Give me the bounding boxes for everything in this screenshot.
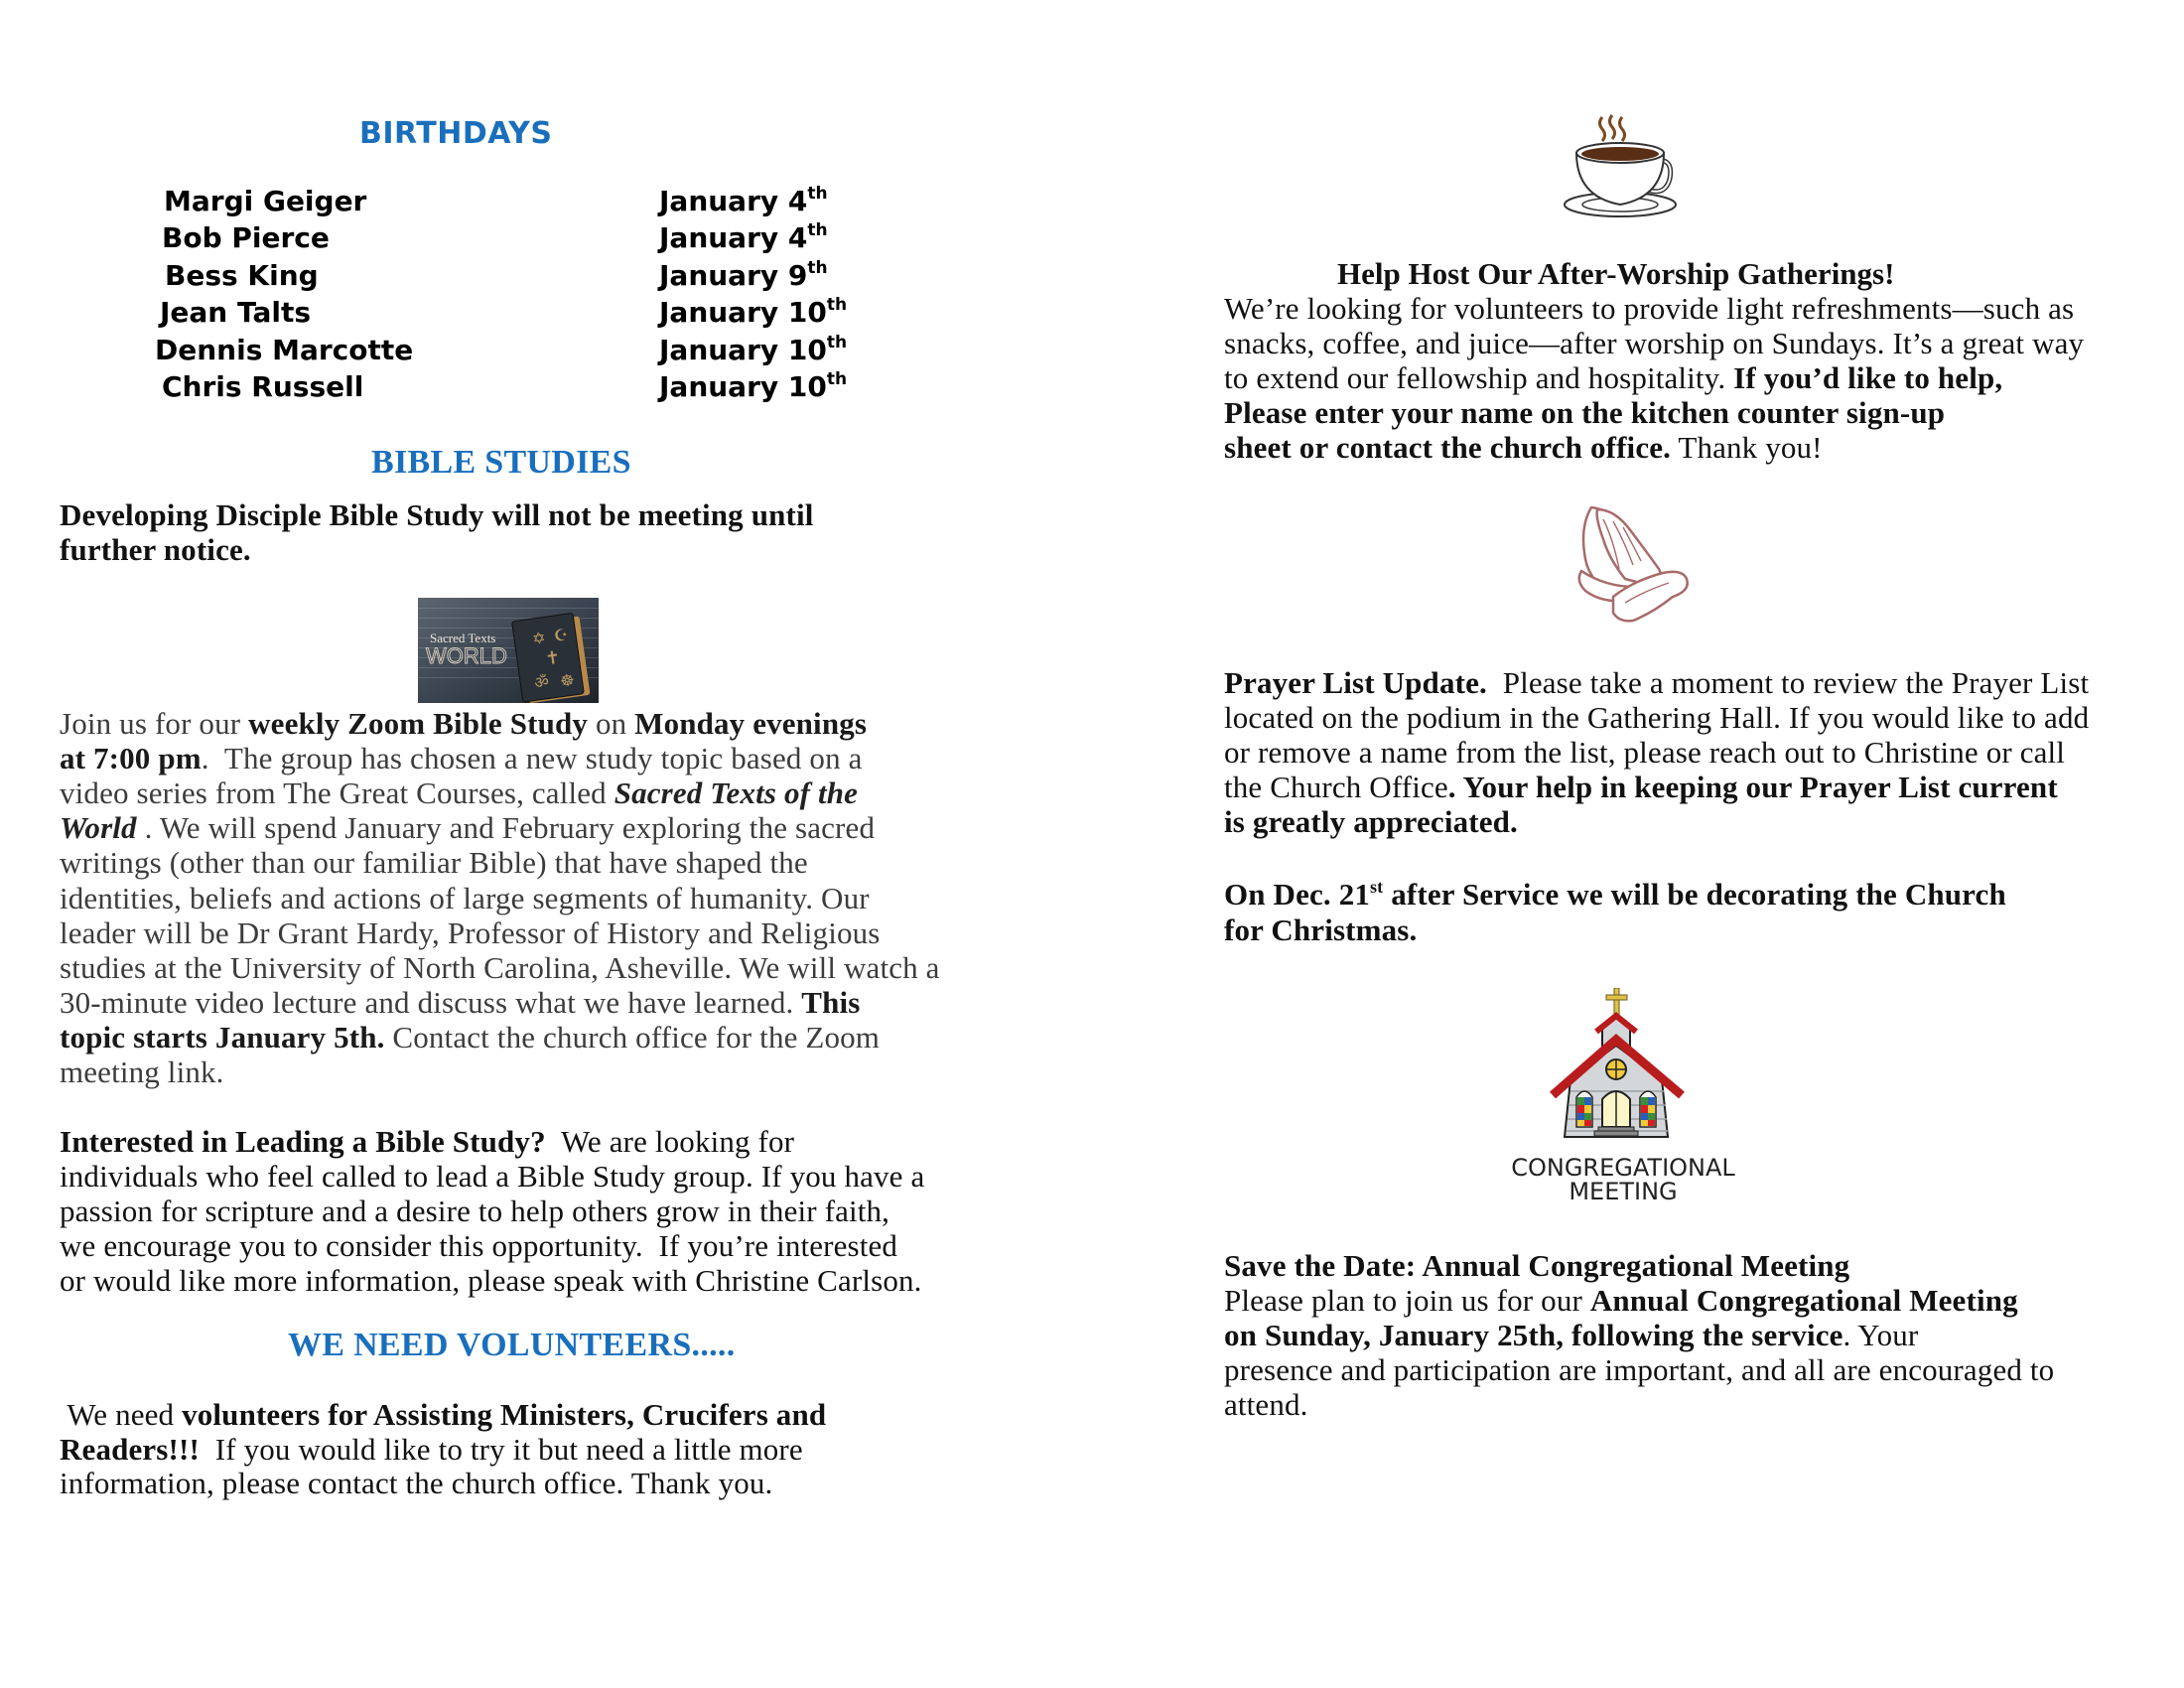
text-segment: Join us for our [60,706,249,741]
text-line [1224,702,2089,733]
text-line [60,743,863,774]
birthday-date-suffix: th [807,184,828,204]
church-image [1549,988,1688,1147]
text-segment: or would like more information, please speak with Christine Carlson. [60,1262,922,1298]
text-segment: 30-minute video lecture and discuss what we have learned. [60,984,802,1020]
birthday-date-text: January 10 [659,370,827,403]
text-segment: leader will be Dr Grant Hardy, Professor of History and Religious [60,914,881,950]
text-segment: for Christmas. [1224,912,1418,947]
church-caption-line2: MEETING [1569,1178,1678,1205]
birthday-name: Bob Pierce [162,221,330,255]
text-segment: topic starts January 5th. [60,1019,385,1055]
birthday-date [659,332,848,366]
birthday-date-text: January 10 [659,296,827,330]
birthday-date [659,184,828,217]
birthday-date [659,295,848,330]
text-line [60,880,870,915]
text-segment: Thank you! [1671,430,1823,465]
text-line [1224,914,1417,945]
birthday-date-text: January 9 [659,258,808,292]
text-segment: Annual Congregational Meeting [1589,1283,2018,1318]
text-segment: Save the Date: Annual Congregational Meeting [1224,1248,1850,1283]
svg-text:✝: ✝ [543,646,562,670]
text-segment: snacks, coffee, and juice—after worship on Sundays. It’s a great way [1224,326,2085,360]
sacred-texts-subtitle: WORLD [426,643,507,668]
text-segment: This [801,984,861,1020]
text-segment: Prayer List Update. [1224,665,1487,700]
birthday-name: Chris Russell [162,370,364,403]
volunteers-heading: WE NEED VOLUNTEERS..... [288,1327,736,1363]
text-segment: attend. [1224,1387,1308,1422]
church-caption-line1: CONGREGATIONAL [1511,1154,1735,1182]
text-segment: We are looking for [545,1124,795,1159]
text-segment: studies at the University of North Carolina, Asheville. We will watch a [60,949,940,985]
text-segment: or remove a name from the list, please reach out to Christine or call [1224,735,2066,770]
text-line [1224,1389,1308,1420]
text-line [60,1431,803,1467]
text-line [60,845,808,881]
text-segment: If you’d like to help, [1733,360,2003,395]
text-line [1224,667,2089,698]
praying-hands-image [1573,499,1697,624]
text-segment: Sacred Texts of the [614,775,859,811]
text-segment: individuals who feel called to lead a Bible Study group. If you have a [60,1158,925,1194]
text-line [60,949,940,985]
text-segment: . We will spend January and February exploring the sacred [136,810,876,846]
text-line [60,1262,922,1298]
text-segment: Interested in Leading a Bible Study? [60,1124,546,1159]
svg-text:ॐ: ॐ [533,671,551,693]
birthdays-heading: BIRTHDAYS [359,116,553,151]
text-segment: Please plan to join us for our [1224,1283,1590,1318]
text-line [60,1227,898,1263]
text-segment: on [588,706,635,741]
text-segment: sheet or contact the church office. [1224,430,1672,465]
text-segment: weekly Zoom Bible Study [248,706,589,741]
text-segment: Developing Disciple Bible Study will not be meeting until [60,497,814,532]
text-segment: Readers!!! [60,1431,200,1467]
text-line [60,984,861,1020]
text-line [1224,806,1518,837]
birthday-date-text: January 4 [659,221,808,255]
text-segment: We need [60,1397,183,1432]
text-segment: . Your [1843,1318,1919,1352]
gatherings-heading: Help Host Our After-Worship Gatherings! [1337,256,1895,291]
birthday-date-suffix: th [826,332,848,352]
birthday-date-suffix: th [807,220,828,241]
text-segment: to extend our fellowship and hospitality. [1224,360,1734,395]
text-segment: the Church Office [1224,770,1448,804]
sacred-texts-title: Sacred Texts [430,631,496,645]
text-line [1224,879,2006,910]
text-line [1224,1250,1849,1281]
text-line [60,534,251,565]
text-segment: further notice. [60,532,251,567]
birthday-name: Margi Geiger [164,185,367,217]
text-segment: we encourage you to consider this opportunity. If you’re interested [60,1227,898,1263]
text-line [1224,1320,1918,1350]
svg-text:☪: ☪ [552,625,570,646]
birthday-date [659,220,828,255]
church-caption [1489,1156,1757,1203]
text-line [60,1158,925,1194]
text-line [60,708,867,739]
birthday-date-suffix: th [826,369,848,389]
text-segment: Please enter your name on the kitchen counter sign-up [1224,395,1946,430]
text-line [60,1019,881,1055]
text-segment: World [60,810,137,846]
text-line [60,810,876,846]
birthday-name: Bess King [165,258,319,292]
sacred-texts-image [418,598,599,703]
text-segment: video series from The Great Courses, called [60,775,614,811]
text-segment: passion for scripture and a desire to help others grow in their faith, [60,1193,890,1228]
birthday-date-text: January 10 [659,333,827,366]
text-segment: Please take a moment to review the Prayer List [1486,665,2090,700]
text-segment: We’re looking for volunteers to provide light refreshments—such as [1224,291,2075,326]
text-line [1224,1354,2054,1385]
birthday-name: Dennis Marcotte [155,333,414,366]
text-line [1224,737,2065,768]
text-segment: Monday evenings [634,706,868,741]
text-segment: identities, beliefs and actions of large segments of humanity. Our [60,880,870,915]
text-line [60,499,814,530]
text-line [1224,1285,2018,1316]
text-segment: located on the podium in the Gathering Hall. If you would like to add [1224,700,2090,735]
birthday-date [659,369,848,403]
text-segment: volunteers for Assisting Ministers, Crucifers and [182,1397,827,1432]
text-segment: is greatly appreciated. [1224,804,1518,839]
text-segment: Contact the church office for the Zoom [384,1019,881,1055]
text-line [60,1126,794,1157]
svg-text:☸: ☸ [559,669,576,691]
text-line [60,1193,890,1228]
text-line [1224,772,2058,802]
text-segment: information, please contact the church office. Thank you. [60,1466,773,1501]
birthday-date-suffix: th [807,257,828,278]
text-segment: . Your help in keeping our Prayer List current [1447,770,2058,804]
text-line [1224,397,1945,428]
bible-studies-heading: BIBLE STUDIES [371,444,631,481]
text-line [1224,432,1823,463]
text-segment: at 7:00 pm [60,741,202,776]
text-segment: st [1370,877,1384,897]
text-line [60,1056,224,1087]
birthday-name: Jean Talts [160,296,312,330]
text-line [60,914,881,950]
birthday-date-text: January 4 [659,185,808,217]
text-line [60,1399,826,1430]
text-line [1224,362,2002,393]
text-line [1224,328,2084,358]
text-segment: writings (other than our familiar Bible) that have shaped the [60,845,808,881]
text-segment: on Sunday, January 25th, following the service [1224,1318,1843,1352]
birthday-date [659,257,828,292]
text-segment: after Service we will be decorating the Church [1383,877,2006,912]
text-segment: . The group has chosen a new study topic based on a [201,741,863,776]
text-segment: If you would like to try it but need a little more [199,1431,803,1467]
text-segment: presence and participation are important, and all are encouraged to [1224,1352,2055,1387]
text-line [60,1466,773,1501]
text-segment: On Dec. 21 [1224,877,1371,912]
svg-text:✡: ✡ [530,628,547,649]
birthday-date-suffix: th [826,295,848,316]
text-line [60,775,859,811]
coffee-cup-image [1561,113,1680,218]
text-segment: meeting link. [60,1055,224,1089]
text-line [1224,293,2074,324]
